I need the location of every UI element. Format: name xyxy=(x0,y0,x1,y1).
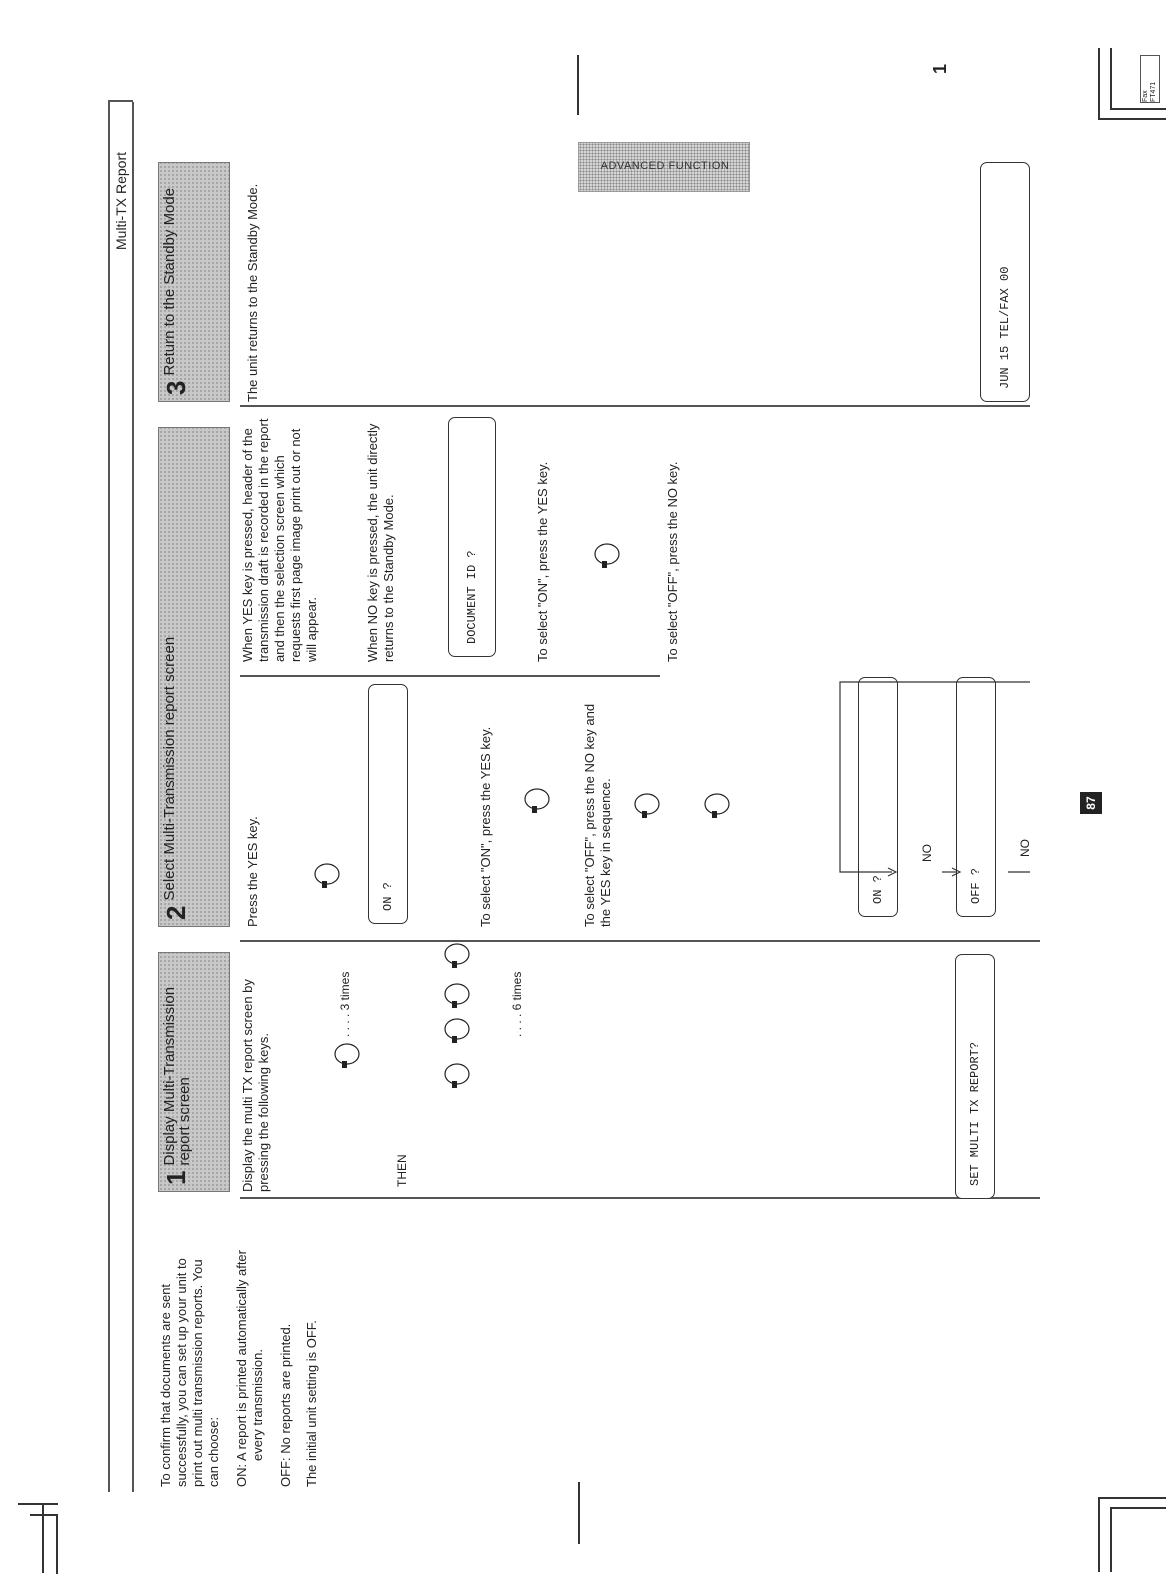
step2-press-yes: Press the YES key. xyxy=(245,816,260,927)
yes-key-icon xyxy=(700,792,730,822)
step3-heading: Return to the Standby Mode xyxy=(161,187,178,376)
lcd-display-step1: SET MULTI TX REPORT? xyxy=(955,954,995,1199)
lcd-display-step3: JUN 15 TEL/FAX 00 xyxy=(980,162,1030,402)
step3-text: The unit returns to the Standby Mode. xyxy=(245,183,260,402)
section-tab-label: ADVANCED FUNCTION xyxy=(600,160,730,172)
step2-select-off: To select "OFF", press the NO key and the YES key in sequence. xyxy=(582,703,613,927)
frame-line xyxy=(132,102,134,1492)
intro-paragraph: To confirm that documents are sent successfully, you can set up your unit to print out multi transmission reports. You can choose: xyxy=(158,1258,221,1487)
intro-initial-setting: The initial unit setting is OFF. xyxy=(304,1320,319,1487)
lcd-flow-on: ON ? xyxy=(858,677,898,917)
step2-yes-note: When YES key is pressed, header of the transmission draft is recorded in the report and then the selection screen which requests first page image print out or not will appear. xyxy=(240,418,319,662)
step1-heading-box xyxy=(158,952,230,1192)
no-key-icon xyxy=(630,792,660,822)
yes-key-icon xyxy=(520,787,550,817)
step1-times-second: . . . . 6 times xyxy=(510,971,524,1037)
intro-off-option: OFF: No reports are printed. xyxy=(278,1323,293,1487)
function-key-icon xyxy=(440,1017,470,1047)
step2-heading-box xyxy=(158,427,230,927)
yes-key-icon xyxy=(590,542,620,572)
corner-label-line: Fax xyxy=(1142,90,1149,102)
flow-no-label: NO xyxy=(1018,839,1032,857)
section-tab xyxy=(578,142,750,192)
flow-no-label: NO xyxy=(920,844,934,862)
intro-column xyxy=(158,1247,320,1487)
page-title: Multi-TX Report xyxy=(113,151,129,250)
step2-doc-on: To select "ON", press the YES key. xyxy=(535,461,550,662)
yes-key-icon xyxy=(440,1062,470,1092)
corner-label-line: FT471 xyxy=(1150,81,1157,102)
frame-line xyxy=(108,101,133,103)
column-divider xyxy=(240,1198,1040,1200)
step2-doc-off: To select "OFF", press the NO key. xyxy=(665,461,680,662)
yes-key-icon xyxy=(440,982,470,1012)
lcd-display-step2-on: ON ? xyxy=(368,684,408,924)
frame-line xyxy=(108,102,110,1492)
column-divider xyxy=(240,406,1030,408)
step2-heading: Select Multi-Transmission report screen xyxy=(161,636,178,901)
step2-number: 2 xyxy=(161,905,191,920)
step1-instruction: Display the multi TX report screen by pressing the following keys. xyxy=(240,979,271,1192)
step2-no-note: When NO key is pressed, the unit directly returns to the Standby Mode. xyxy=(365,423,396,662)
step1-then-label: THEN xyxy=(395,1154,409,1187)
column-divider xyxy=(240,676,660,678)
column-divider xyxy=(240,941,1040,943)
flow-arrows xyxy=(830,672,1030,932)
step2-select-on: To select "ON", press the YES key. xyxy=(478,726,493,927)
page-number: 87 xyxy=(1080,792,1102,814)
step1-times-first: . . . . 3 times xyxy=(338,971,352,1037)
step3-number: 3 xyxy=(161,380,191,395)
lcd-flow-off: OFF ? xyxy=(956,677,996,917)
step1-heading: Display Multi-Transmission report screen xyxy=(161,986,193,1166)
step3-heading-box xyxy=(158,162,230,402)
step1-number: 1 xyxy=(161,1170,191,1185)
function-key-icon xyxy=(440,942,470,972)
function-key-icon xyxy=(330,1042,360,1072)
yes-key-icon xyxy=(310,862,340,892)
intro-on-option: ON: A report is printed automatically after every transmission. xyxy=(234,1250,265,1487)
corner-mark: 1 xyxy=(930,63,950,74)
lcd-display-step2-document-id: DOCUMENT ID ? xyxy=(448,417,496,657)
